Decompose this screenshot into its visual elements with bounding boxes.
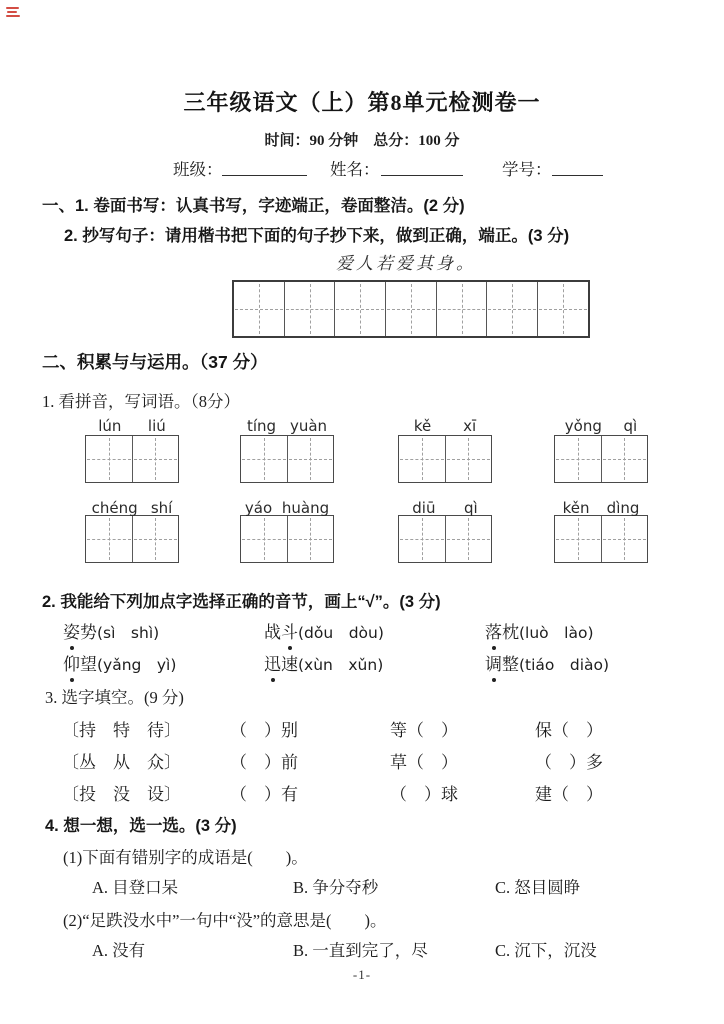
pinyin-group — [398, 415, 492, 483]
pinyin-options: (dǒu dòu) — [298, 624, 384, 642]
cell-horizontal-dashline — [87, 539, 131, 540]
dotted-character: 落 — [485, 618, 502, 643]
copy-grid-cell — [234, 282, 285, 336]
fill-blank-item: 草（ ） — [390, 753, 458, 772]
fill-blank-item: （ ）球 — [390, 785, 458, 804]
fill-blank-item: （ ）前 — [230, 753, 298, 772]
fill-character-bracket: 〔持 特 待〕 — [62, 721, 181, 740]
pinyin-writing-box — [240, 515, 334, 563]
exam-meta: 时间：90 分钟 总分：100 分 — [264, 133, 460, 149]
pinyin-writing-box — [554, 435, 648, 483]
pinyin-label — [85, 415, 179, 435]
copy-grid-cell — [437, 282, 488, 336]
mc-option: A. 目登口呆 — [92, 878, 179, 897]
character: 枕 — [502, 623, 519, 642]
copy-writing-grid — [232, 280, 590, 338]
pinyin-options: (tiáo diào) — [519, 656, 610, 674]
mc-option: C. 怒目圆睁 — [495, 878, 581, 897]
copy-grid-cell — [386, 282, 437, 336]
pinyin-syllable: kě — [413, 417, 432, 435]
box-cell — [555, 516, 602, 562]
mc-option: A. 没有 — [92, 941, 146, 960]
box-cell — [241, 436, 288, 482]
pinyin-syllable: liú — [147, 417, 166, 435]
section2-heading: 二、积累与与运用。（37 分） — [42, 352, 268, 372]
fill-blank-item: 建（ ） — [535, 785, 603, 804]
character: 整 — [502, 655, 519, 674]
cell-horizontal-dashline — [235, 309, 283, 310]
pinyin-writing-box — [398, 515, 492, 563]
dotted-character: 仰 — [63, 650, 80, 675]
dotted-character: 姿 — [63, 618, 80, 643]
box-cell — [86, 436, 133, 482]
dotted-character: 迅 — [264, 650, 281, 675]
pinyin-label — [240, 497, 334, 517]
box-cell — [86, 516, 133, 562]
box-cell — [446, 436, 492, 482]
red-corner-mark-icon — [6, 7, 21, 19]
pinyin-syllable: kěn — [562, 499, 590, 517]
pinyin-writing-box — [240, 435, 334, 483]
tone-choice-item — [264, 618, 384, 643]
tone-choice-item — [63, 618, 159, 643]
pinyin-syllable: lún — [98, 417, 122, 435]
fill-blank-item: （ ）别 — [230, 721, 298, 740]
fill-blank-item: 保（ ） — [535, 721, 603, 740]
pinyin-group — [240, 497, 334, 563]
pinyin-syllable: yáo — [244, 499, 273, 517]
cell-horizontal-dashline — [447, 459, 491, 460]
copy-sentence: 爱人若爱其身。 — [336, 254, 476, 273]
character: 速 — [281, 655, 298, 674]
pinyin-syllable: yǒng — [564, 417, 602, 435]
cell-horizontal-dashline — [603, 459, 647, 460]
cell-horizontal-dashline — [134, 459, 178, 460]
fill-blank-item: （ ）多 — [535, 753, 603, 772]
box-cell — [446, 516, 492, 562]
cell-horizontal-dashline — [603, 539, 647, 540]
q1-copy-stem: 2. 抄写句子：请用楷书把下面的句子抄下来，做到正确，端正。(3 分) — [64, 227, 570, 245]
fill-blank-item: 等（ ） — [390, 721, 458, 740]
fill-character-bracket: 〔丛 从 众〕 — [62, 753, 181, 772]
pinyin-syllable: diū — [412, 499, 436, 517]
field-student-id-label: 学号： — [502, 160, 552, 179]
mc-sub-question: (1)下面有错别字的成语是( )。 — [63, 848, 308, 867]
dotted-character: 调 — [485, 650, 502, 675]
dotted-character: 斗 — [281, 618, 298, 643]
pinyin-syllable: huàng — [281, 499, 330, 517]
exam-title: 三年级语文（上）第8单元检测卷一 — [183, 90, 541, 115]
box-cell — [241, 516, 288, 562]
cell-horizontal-dashline — [289, 539, 333, 540]
field-name-label: 姓名： — [330, 160, 380, 179]
cell-horizontal-dashline — [242, 459, 286, 460]
field-name-line — [381, 156, 463, 176]
tone-choice-item — [485, 650, 609, 675]
mc-question-stem: 4. 想一想，选一选。(3 分) — [45, 817, 237, 835]
field-class-line — [222, 156, 307, 176]
pinyin-label — [85, 497, 179, 517]
fill-question-stem: 3. 选字填空。(9 分) — [45, 688, 184, 707]
copy-grid-cell — [285, 282, 336, 336]
pinyin-label — [398, 415, 492, 435]
mc-sub-question: (2)“足跌没水中”一句中“没”的意思是( )。 — [63, 911, 387, 930]
box-cell — [602, 516, 648, 562]
character: 望 — [80, 655, 97, 674]
pinyin-writing-box — [85, 515, 179, 563]
pinyin-writing-box — [85, 435, 179, 483]
tone-question-stem: 2. 我能给下列加点字选择正确的音节，画上“√”。(3 分) — [42, 593, 441, 611]
pinyin-syllable: shí — [150, 499, 173, 517]
pinyin-syllable: dìng — [606, 499, 640, 517]
tone-choice-item — [485, 618, 594, 643]
cell-horizontal-dashline — [438, 309, 486, 310]
pinyin-options: (xùn xǔn) — [298, 656, 384, 674]
pinyin-question-stem: 1. 看拼音，写词语。（8分） — [42, 392, 240, 411]
cell-horizontal-dashline — [400, 459, 444, 460]
cell-horizontal-dashline — [400, 539, 444, 540]
box-cell — [133, 516, 179, 562]
cell-horizontal-dashline — [387, 309, 435, 310]
cell-horizontal-dashline — [539, 309, 587, 310]
cell-horizontal-dashline — [556, 459, 600, 460]
field-student-id-line — [552, 156, 603, 176]
pinyin-group — [554, 497, 648, 563]
tone-choice-item — [264, 650, 383, 675]
cell-horizontal-dashline — [87, 459, 131, 460]
pinyin-group — [85, 497, 179, 563]
cell-horizontal-dashline — [488, 309, 536, 310]
pinyin-writing-box — [398, 435, 492, 483]
pinyin-label — [554, 415, 648, 435]
pinyin-syllable: chéng — [91, 499, 138, 517]
pinyin-label — [398, 497, 492, 517]
student-info-line — [0, 156, 724, 180]
cell-horizontal-dashline — [336, 309, 384, 310]
box-cell — [288, 436, 334, 482]
pinyin-writing-box — [554, 515, 648, 563]
mc-option: B. 一直到完了，尽 — [293, 941, 428, 960]
cell-horizontal-dashline — [242, 539, 286, 540]
pinyin-label — [554, 497, 648, 517]
fill-blank-item: （ ）有 — [230, 785, 298, 804]
mc-option: B. 争分夺秒 — [293, 878, 379, 897]
box-cell — [133, 436, 179, 482]
box-cell — [399, 436, 446, 482]
character: 战 — [264, 623, 281, 642]
pinyin-syllable: yuàn — [289, 417, 328, 435]
tone-choice-item — [63, 650, 176, 675]
pinyin-options: (sì shì) — [97, 624, 160, 642]
copy-grid-cell — [487, 282, 538, 336]
box-cell — [399, 516, 446, 562]
pinyin-label — [240, 415, 334, 435]
box-cell — [602, 436, 648, 482]
copy-grid-cell — [335, 282, 386, 336]
pinyin-group — [240, 415, 334, 483]
pinyin-group — [85, 415, 179, 483]
cell-horizontal-dashline — [556, 539, 600, 540]
character: 势 — [80, 623, 97, 642]
fill-character-bracket: 〔投 没 设〕 — [62, 785, 181, 804]
pinyin-syllable: xī — [463, 417, 477, 435]
pinyin-options: (yǎng yì) — [97, 656, 177, 674]
pinyin-syllable: qì — [623, 417, 638, 435]
cell-horizontal-dashline — [289, 459, 333, 460]
pinyin-options: (luò lào) — [519, 624, 594, 642]
box-cell — [555, 436, 602, 482]
pinyin-group — [398, 497, 492, 563]
pinyin-group — [554, 415, 648, 483]
pinyin-syllable: qì — [464, 499, 478, 517]
copy-grid-cell — [538, 282, 588, 336]
cell-horizontal-dashline — [134, 539, 178, 540]
field-class-label: 班级： — [173, 160, 223, 179]
box-cell — [288, 516, 334, 562]
page-number: -1- — [352, 967, 372, 982]
cell-horizontal-dashline — [447, 539, 491, 540]
mc-option: C. 沉下，沉没 — [495, 941, 597, 960]
cell-horizontal-dashline — [286, 309, 334, 310]
pinyin-syllable: tíng — [246, 417, 277, 435]
q1-handwriting-stem: 一、1. 卷面书写：认真书写，字迹端正，卷面整洁。(2 分) — [42, 197, 465, 215]
